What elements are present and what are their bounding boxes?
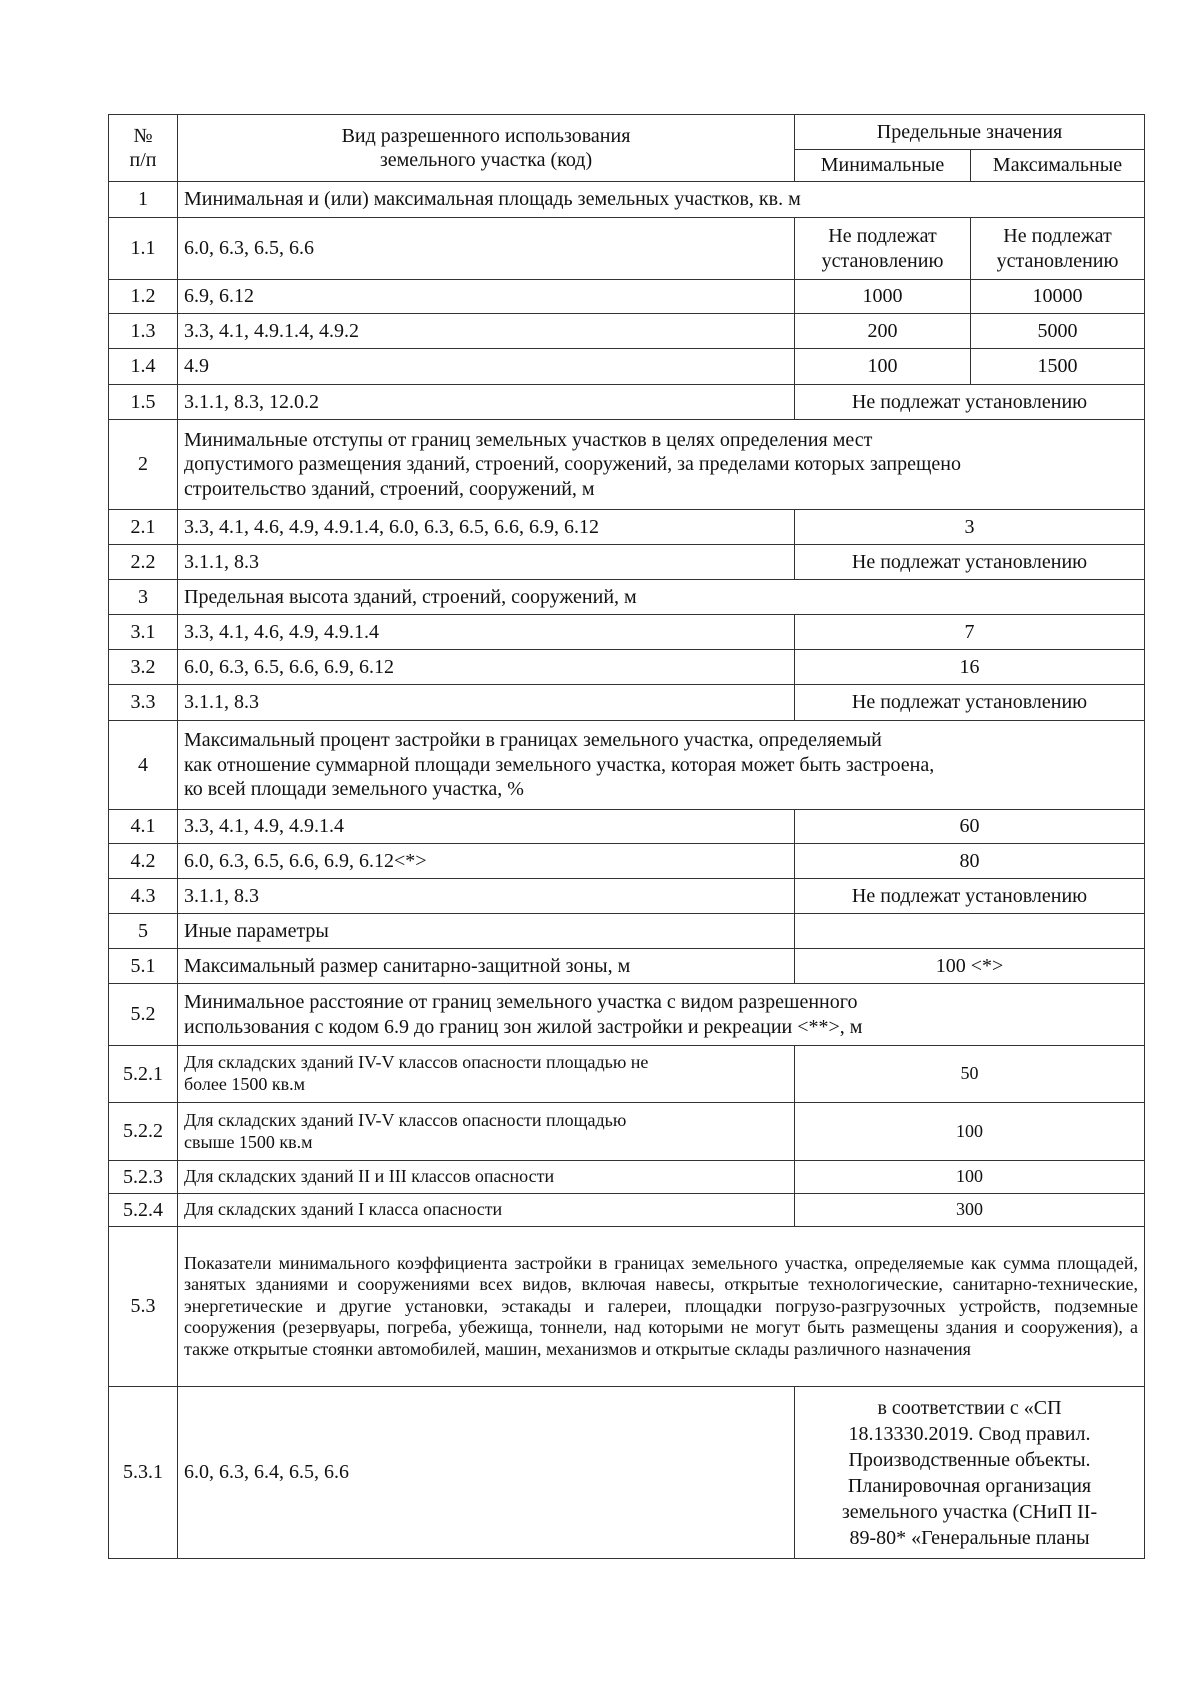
row-number: 5.2.2 <box>109 1103 178 1161</box>
limit-value: Не подлежат установлению <box>795 545 1145 580</box>
land-use-codes: 6.0, 6.3, 6.5, 6.6, 6.9, 6.12<*> <box>178 844 795 879</box>
row-number: 1.2 <box>109 280 178 314</box>
row-number: 1.1 <box>109 218 178 280</box>
max-value: 10000 <box>971 280 1145 314</box>
table-row <box>109 580 1145 615</box>
table-row <box>109 615 1145 650</box>
limit-value: 60 <box>795 810 1145 844</box>
table-row <box>109 510 1145 545</box>
table-row <box>109 949 1145 984</box>
table-row <box>109 721 1145 810</box>
table-row <box>109 810 1145 844</box>
header-row <box>109 115 1145 150</box>
row-number: 5 <box>109 914 178 949</box>
row-number: 4.1 <box>109 810 178 844</box>
land-use-codes: 4.9 <box>178 349 795 385</box>
limit-value: 16 <box>795 650 1145 685</box>
min-value: 100 <box>795 349 971 385</box>
table-row <box>109 314 1145 349</box>
row-number: 1.3 <box>109 314 178 349</box>
row-number: 1.4 <box>109 349 178 385</box>
table-row <box>109 349 1145 385</box>
limit-value <box>795 914 1145 949</box>
land-use-codes: 6.0, 6.3, 6.4, 6.5, 6.6 <box>178 1387 795 1559</box>
row-number: 2 <box>109 420 178 510</box>
land-use-codes: 3.3, 4.1, 4.9.1.4, 4.9.2 <box>178 314 795 349</box>
table-row <box>109 1227 1145 1387</box>
section-title: Минимальная и (или) максимальная площадь земельных участков, кв. м <box>178 182 1145 218</box>
table-row <box>109 182 1145 218</box>
header-limits: Предельные значения <box>795 115 1145 150</box>
table-row <box>109 280 1145 314</box>
header-max: Максимальные <box>971 150 1145 182</box>
row-number: 5.2.1 <box>109 1046 178 1103</box>
land-use-codes: 3.1.1, 8.3 <box>178 879 795 914</box>
table-row <box>109 984 1145 1046</box>
limit-value: 300 <box>795 1194 1145 1227</box>
limit-value: 7 <box>795 615 1145 650</box>
row-number: 4.2 <box>109 844 178 879</box>
parameter-name: Для складских зданий IV-V классов опасности площадью не более 1500 кв.м <box>178 1046 795 1103</box>
min-value: 200 <box>795 314 971 349</box>
table-row <box>109 1387 1145 1559</box>
row-number: 5.3 <box>109 1227 178 1387</box>
limit-value: 100 <box>795 1161 1145 1194</box>
section-title: Показатели минимального коэффициента застройки в границах земельного участка, определяемые как сумма площадей, занятых зданиями и сооружениями всех видов, включая навесы, открытые технологические, санитарно-технические, энергетические и другие установки, эстакады и галереи, площадки погрузо-разгрузочных устройств, подземные сооружения (резервуары, погреба, убежища, тоннели, над которыми не могут быть размещены здания и сооружения), а также открытые стоянки автомобилей, машин, механизмов и открытые склады различного назначения <box>178 1227 1145 1387</box>
row-number: 2.2 <box>109 545 178 580</box>
max-value: 1500 <box>971 349 1145 385</box>
section-title: Минимальные отступы от границ земельных участков в целях определения мест допустимого размещения зданий, строений, сооружений, за пределами которых запрещено строительство зданий, строений, сооружений, м <box>178 420 1145 510</box>
table-row <box>109 1161 1145 1194</box>
header-num: № п/п <box>109 115 178 182</box>
limit-value: Не подлежат установлению <box>795 685 1145 721</box>
limits-table <box>108 114 1145 1559</box>
document-page <box>108 114 1144 1559</box>
row-number: 1 <box>109 182 178 218</box>
row-number: 5.2.4 <box>109 1194 178 1227</box>
section-title: Иные параметры <box>178 914 795 949</box>
section-title: Максимальный процент застройки в границах земельного участка, определяемый как отношение суммарной площади земельного участка, которая может быть застроена, ко всей площади земельного участка, % <box>178 721 1145 810</box>
row-number: 3.1 <box>109 615 178 650</box>
row-number: 2.1 <box>109 510 178 545</box>
section-title: Предельная высота зданий, строений, сооружений, м <box>178 580 1145 615</box>
land-use-codes: 6.0, 6.3, 6.5, 6.6, 6.9, 6.12 <box>178 650 795 685</box>
header-type: Вид разрешенного использования земельного участка (код) <box>178 115 795 182</box>
land-use-codes: 3.3, 4.1, 4.9, 4.9.1.4 <box>178 810 795 844</box>
table-row <box>109 914 1145 949</box>
land-use-codes: 3.1.1, 8.3 <box>178 685 795 721</box>
table-row <box>109 844 1145 879</box>
row-number: 3 <box>109 580 178 615</box>
row-number: 5.2.3 <box>109 1161 178 1194</box>
header-min: Минимальные <box>795 150 971 182</box>
land-use-codes: 3.3, 4.1, 4.6, 4.9, 4.9.1.4, 6.0, 6.3, 6.5, 6.6, 6.9, 6.12 <box>178 510 795 545</box>
max-value: 5000 <box>971 314 1145 349</box>
table-row <box>109 1194 1145 1227</box>
table-row <box>109 1103 1145 1161</box>
row-number: 3.3 <box>109 685 178 721</box>
table-row <box>109 545 1145 580</box>
parameter-name: Для складских зданий II и III классов опасности <box>178 1161 795 1194</box>
land-use-codes: 6.0, 6.3, 6.5, 6.6 <box>178 218 795 280</box>
limit-value: 100 <*> <box>795 949 1145 984</box>
table-row <box>109 385 1145 420</box>
limit-value: 100 <box>795 1103 1145 1161</box>
limit-value: в соответствии с «СП 18.13330.2019. Свод правил. Производственные объекты. Планировочная организация земельного участка (СНиП II- 89-80* «Генеральные планы <box>795 1387 1145 1559</box>
parameter-name: Максимальный размер санитарно-защитной зоны, м <box>178 949 795 984</box>
row-number: 5.2 <box>109 984 178 1046</box>
limit-value: Не подлежат установлению <box>795 385 1145 420</box>
row-number: 4 <box>109 721 178 810</box>
limit-value: 50 <box>795 1046 1145 1103</box>
table-row <box>109 879 1145 914</box>
row-number: 5.3.1 <box>109 1387 178 1559</box>
table-row <box>109 1046 1145 1103</box>
min-value: Не подлежат установлению <box>795 218 971 280</box>
land-use-codes: 6.9, 6.12 <box>178 280 795 314</box>
land-use-codes: 3.1.1, 8.3, 12.0.2 <box>178 385 795 420</box>
row-number: 3.2 <box>109 650 178 685</box>
table-row <box>109 685 1145 721</box>
table-row <box>109 650 1145 685</box>
parameter-name: Для складских зданий I класса опасности <box>178 1194 795 1227</box>
limit-value: 80 <box>795 844 1145 879</box>
limit-value: Не подлежат установлению <box>795 879 1145 914</box>
land-use-codes: 3.3, 4.1, 4.6, 4.9, 4.9.1.4 <box>178 615 795 650</box>
min-value: 1000 <box>795 280 971 314</box>
table-row <box>109 420 1145 510</box>
limit-value: 3 <box>795 510 1145 545</box>
row-number: 1.5 <box>109 385 178 420</box>
land-use-codes: 3.1.1, 8.3 <box>178 545 795 580</box>
table-row <box>109 218 1145 280</box>
section-title: Минимальное расстояние от границ земельного участка с видом разрешенного использования с кодом 6.9 до границ зон жилой застройки и рекреации <**>, м <box>178 984 1145 1046</box>
parameter-name: Для складских зданий IV-V классов опасности площадью свыше 1500 кв.м <box>178 1103 795 1161</box>
row-number: 5.1 <box>109 949 178 984</box>
max-value: Не подлежат установлению <box>971 218 1145 280</box>
row-number: 4.3 <box>109 879 178 914</box>
